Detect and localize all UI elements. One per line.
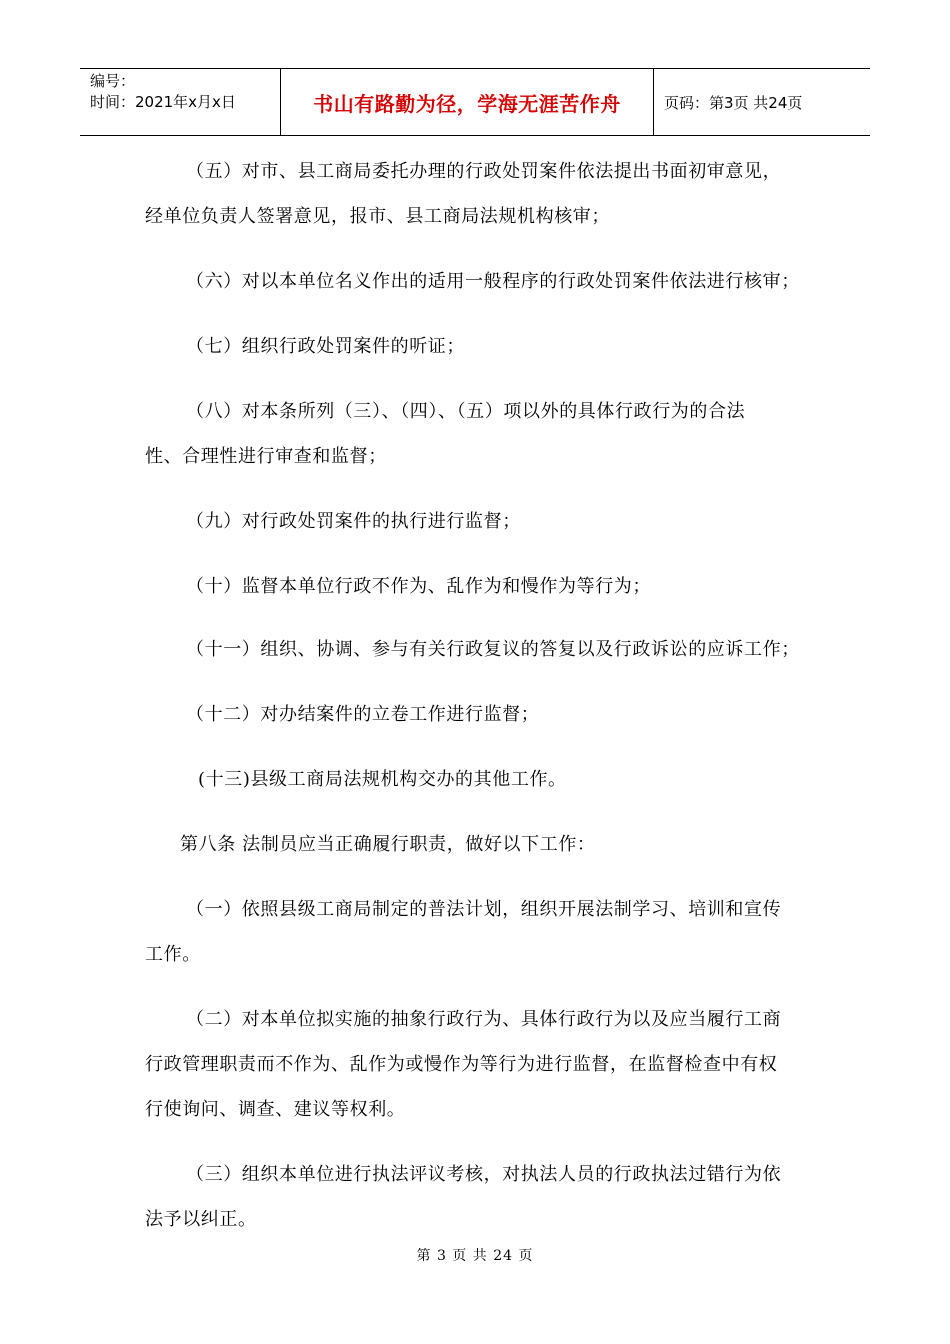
body-line: （十二）对办结案件的立卷工作进行监督；: [186, 704, 540, 725]
body-line: （七）组织行政处罚案件的听证；: [186, 336, 465, 357]
body-line: (十三)县级工商局法规机构交办的其他工作。: [198, 769, 567, 790]
body-line: （八）对本条所列（三）、（四）、（五）项以外的具体行政行为的合法: [186, 401, 746, 422]
header-motto: 书山有路勤为径，学海无涯苦作舟: [281, 69, 654, 135]
header-page-info: 页码：第3页 共24页: [664, 93, 803, 112]
body-line: 法予以纠正。: [145, 1209, 257, 1230]
body-line: （一）依照县级工商局制定的普法计划，组织开展法制学习、培训和宣传: [186, 899, 782, 920]
page-footer: 第 3 页 共 24 页: [416, 1248, 534, 1264]
body-line: （五）对市、县工商局委托办理的行政处罚案件依法提出书面初审意见，: [186, 161, 782, 182]
body-line: （二）对本单位拟实施的抽象行政行为、具体行政行为以及应当履行工商: [186, 1009, 782, 1030]
body-line: 经单位负责人签署意见，报市、县工商局法规机构核审；: [145, 206, 610, 227]
header-meta: [80, 69, 281, 135]
document-header: [80, 68, 870, 136]
body-line: 工作。: [145, 944, 201, 965]
body-line: 行使询问、调查、建议等权利。: [145, 1099, 406, 1120]
document-number-label: 编号：: [90, 72, 136, 90]
body-line: （十）监督本单位行政不作为、乱作为和慢作为等行为；: [186, 576, 651, 597]
body-line: （六）对以本单位名义作出的适用一般程序的行政处罚案件依法进行核审；: [186, 271, 800, 292]
body-line: 行政管理职责而不作为、乱作为或慢作为等行为进行监督，在监督检查中有权: [145, 1054, 778, 1075]
document-date: 时间：2021年x月x日: [90, 93, 236, 111]
body-line: 第八条 法制员应当正确履行职责，做好以下工作：: [180, 834, 596, 855]
body-line: 性、合理性进行审查和监督；: [145, 446, 387, 467]
body-line: （三）组织本单位进行执法评议考核，对执法人员的行政执法过错行为依: [186, 1164, 782, 1185]
body-line: （十一）组织、协调、参与有关行政复议的答复以及行政诉讼的应诉工作；: [186, 639, 800, 660]
body-line: （九）对行政处罚案件的执行进行监督；: [186, 511, 521, 532]
